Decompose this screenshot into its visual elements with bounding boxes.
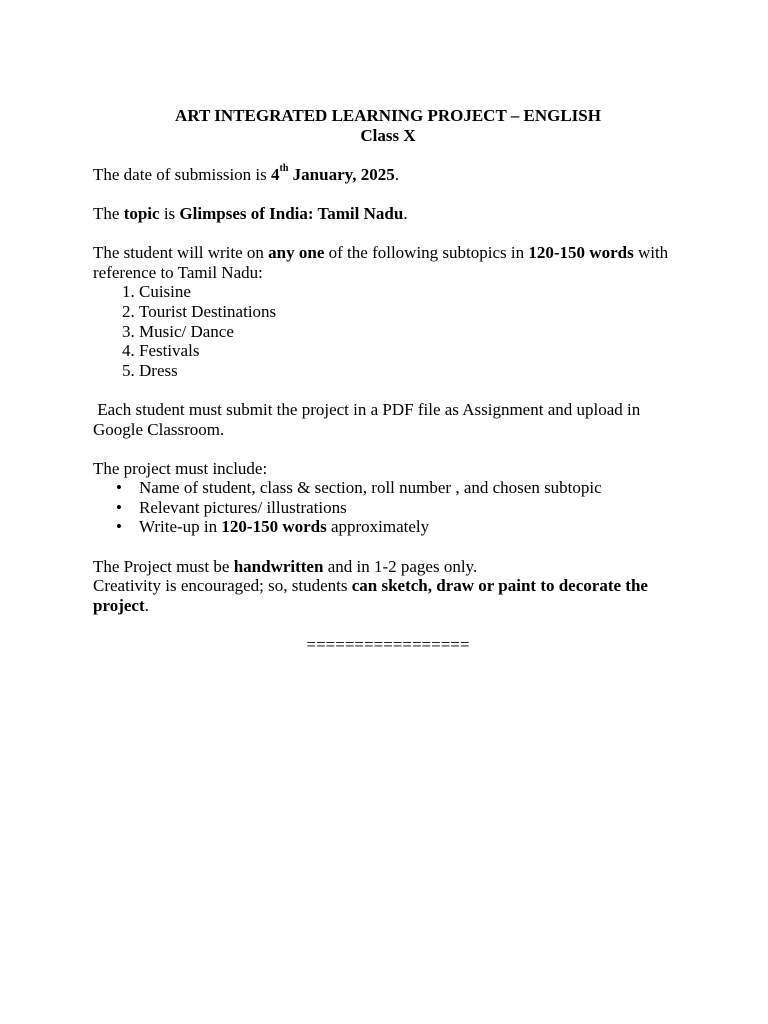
instructions-bold-1: any one	[268, 243, 325, 263]
instructions-paragraph	[93, 243, 683, 282]
format-text-1: The Project must be	[93, 556, 234, 576]
creativity-bold: can sketch, draw or paint to decorate the project	[93, 576, 648, 615]
include-item-text: Relevant pictures/ illustrations	[139, 497, 347, 517]
creativity-text: Creativity is encouraged; so, students	[93, 576, 352, 596]
topic-prefix: The	[93, 203, 124, 223]
creativity-end: .	[144, 595, 149, 615]
bullet-icon: •	[116, 478, 122, 498]
include-list	[93, 478, 683, 537]
instructions-text-1: The student will write on	[93, 243, 269, 263]
document-subtitle: Class X	[360, 125, 416, 145]
submission-prefix: The date of submission is	[93, 164, 272, 184]
bullet-icon: •	[116, 497, 122, 517]
subtopic-item: 4. Festivals	[139, 341, 683, 361]
document-title: ART INTEGRATED LEARNING PROJECT – ENGLISH	[175, 106, 601, 125]
include-item-bold: 120-150 words	[221, 517, 327, 537]
document-page	[93, 106, 683, 655]
bullet-icon: •	[116, 517, 122, 537]
include-item-text: Name of student, class & section, roll number , and chosen subtopic	[139, 478, 602, 498]
submission-date-line	[93, 165, 683, 185]
format-line	[93, 557, 683, 577]
include-intro: The project must include:	[93, 458, 268, 478]
topic-name: Glimpses of India: Tamil Nadu	[179, 203, 404, 223]
submission-day: 4	[271, 164, 280, 184]
include-item-prefix: Write-up in	[139, 517, 222, 537]
include-item	[116, 497, 683, 518]
subtopic-item: 2. Tourist Destinations	[139, 302, 683, 322]
creativity-line	[93, 576, 683, 615]
include-item	[116, 478, 683, 498]
document-heading	[93, 106, 683, 145]
instructions-text-3: with reference to Tamil Nadu:	[93, 243, 669, 282]
submission-date	[271, 165, 395, 184]
include-item-suffix: approximately	[326, 517, 430, 537]
instructions-bold-2: 120-150 words	[528, 243, 634, 263]
submission-date-rest: January, 2025	[288, 164, 395, 184]
subtopic-item: 1. Cuisine	[139, 282, 683, 302]
subtopic-item: 3. Music/ Dance	[139, 322, 683, 342]
include-item	[116, 517, 683, 537]
submission-end: .	[394, 164, 399, 184]
topic-word: topic	[123, 203, 160, 223]
subtopic-item: 5. Dress	[139, 361, 683, 381]
subtopics-list	[93, 282, 683, 380]
submission-day-suffix: th	[279, 163, 289, 175]
submit-note: Each student must submit the project in a PDF file as Assignment and upload in Google Classroom.	[93, 399, 645, 439]
topic-middle: is	[159, 203, 180, 223]
format-bold: handwritten	[233, 556, 324, 576]
separator-line: =================	[306, 635, 470, 655]
instructions-text-2: of the following subtopics in	[324, 243, 529, 263]
format-text-2: and in 1-2 pages only.	[323, 556, 478, 576]
topic-line	[93, 204, 683, 224]
topic-end: .	[403, 203, 408, 223]
